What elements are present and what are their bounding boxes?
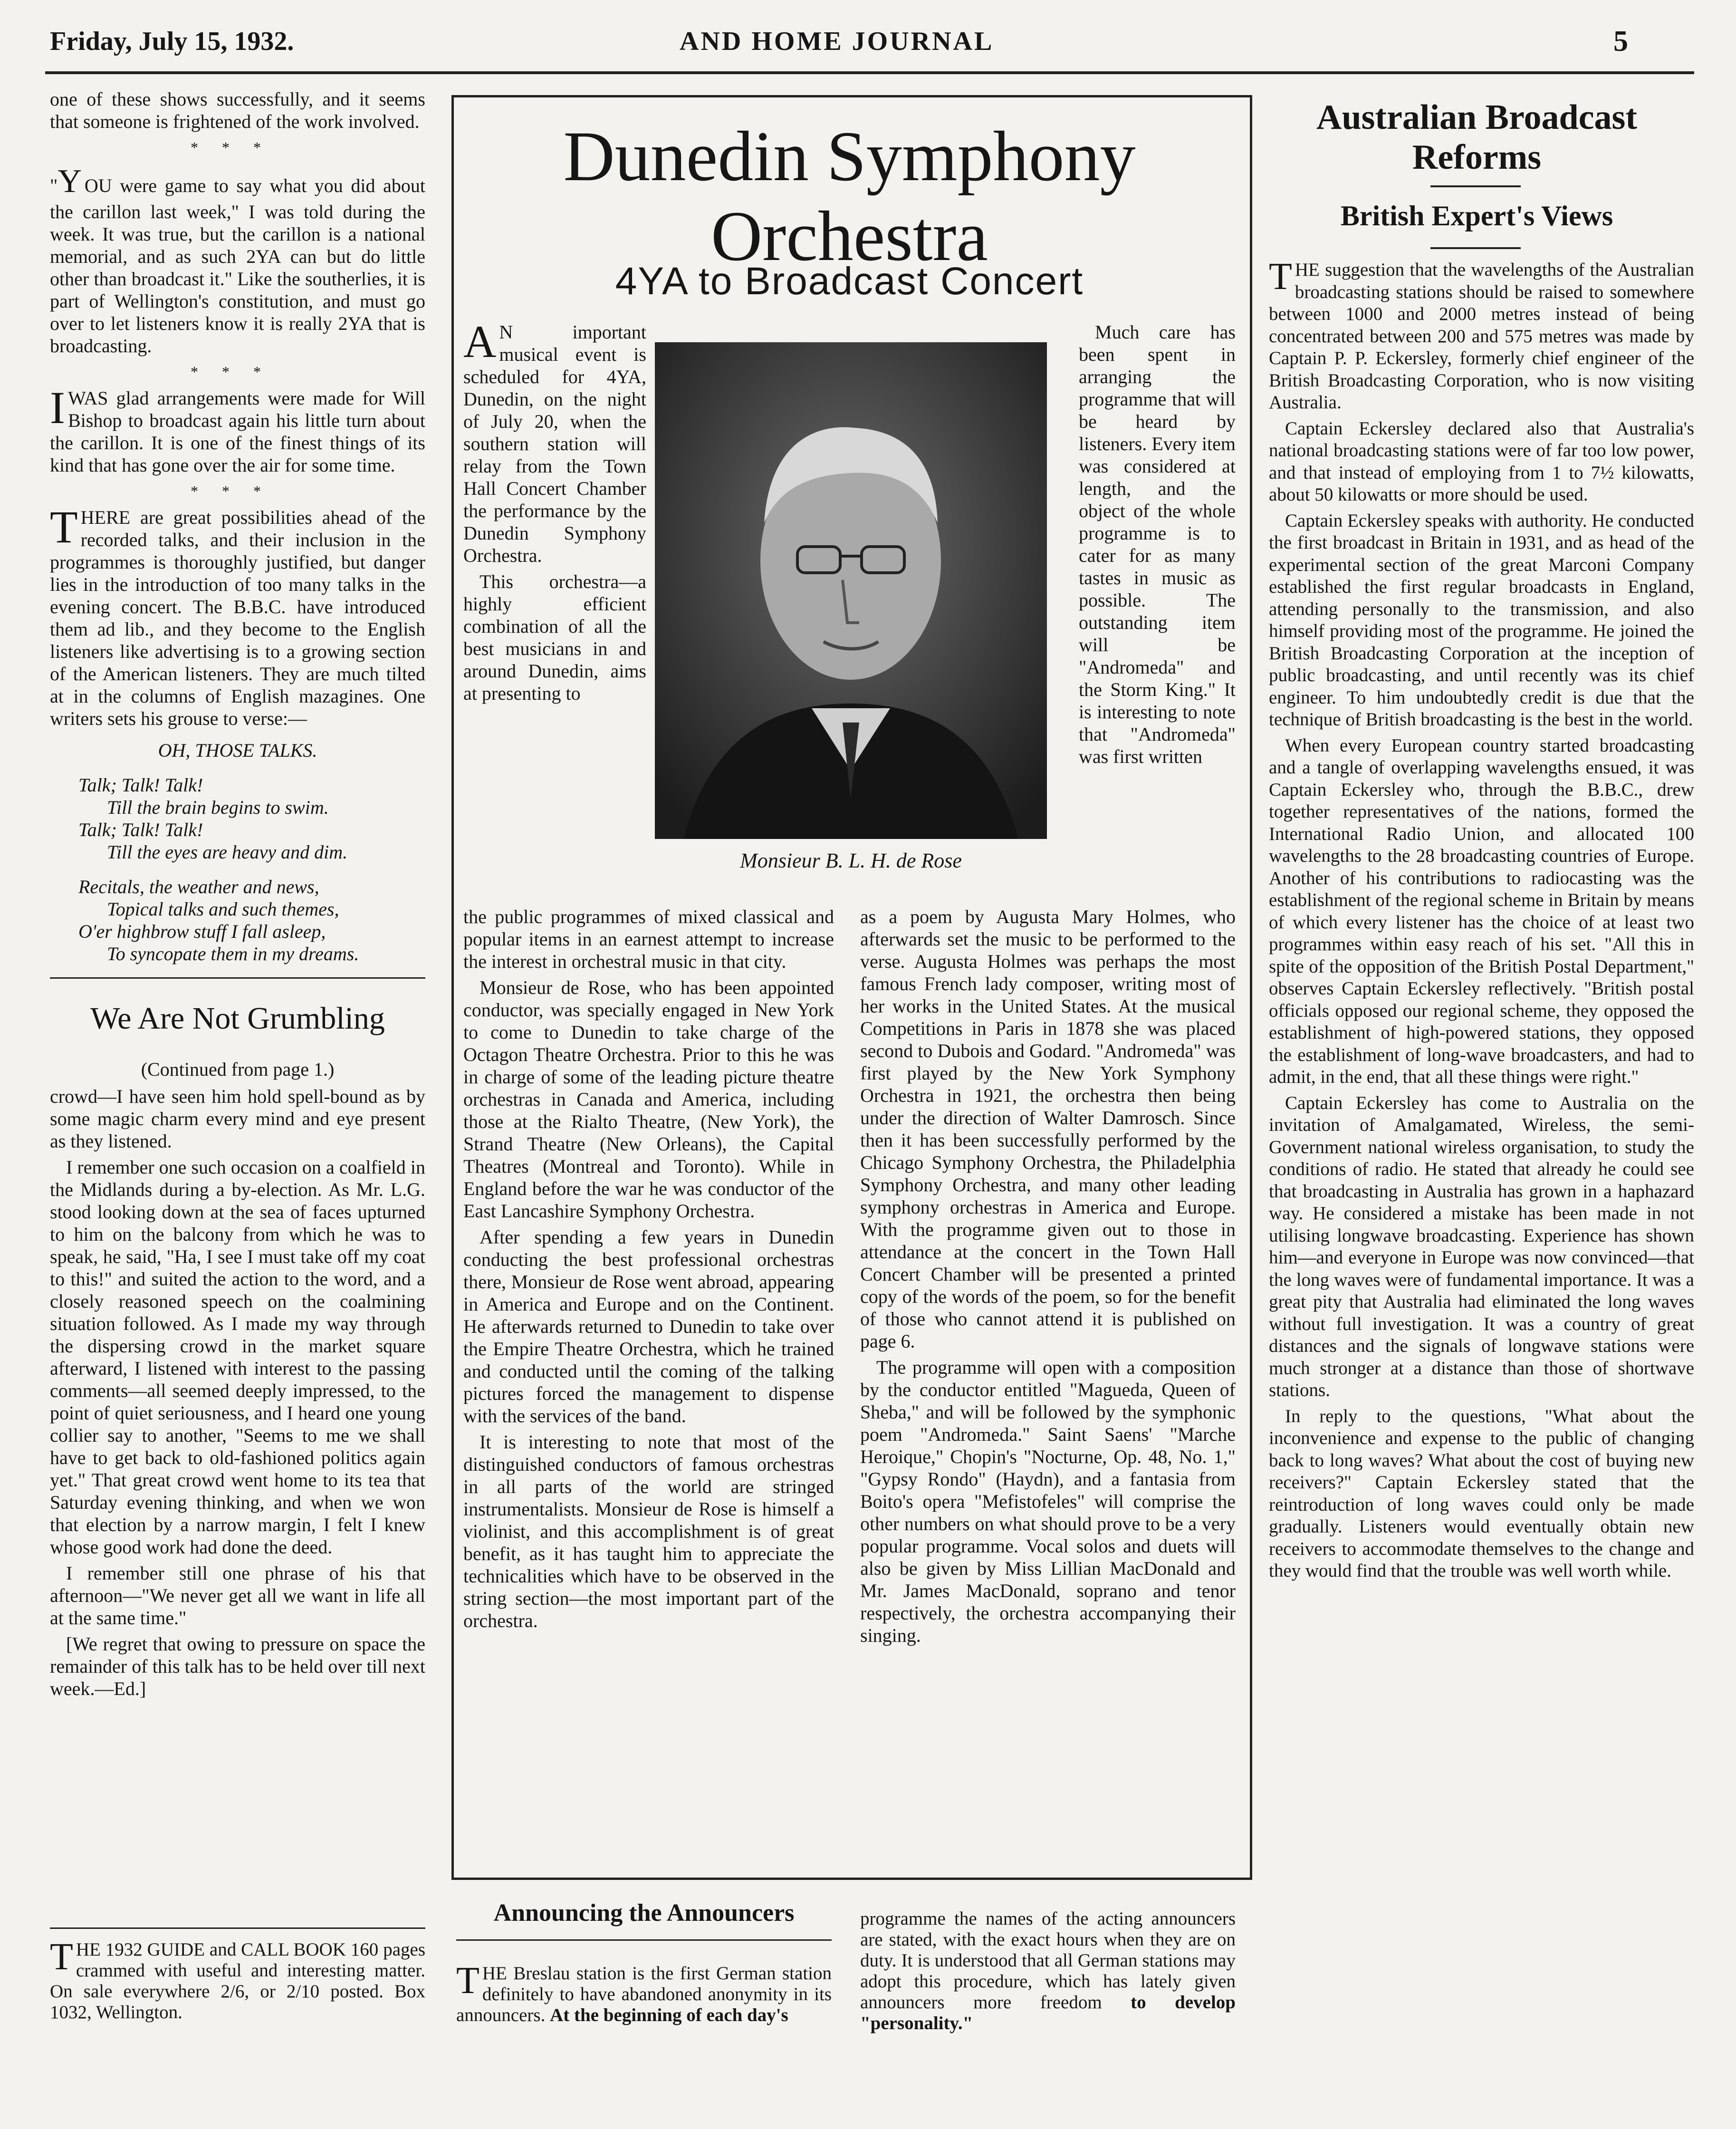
- portrait-caption: Monsieur B. L. H. de Rose: [740, 849, 962, 872]
- grumbling-para: I remember still one phrase of his that afternoon—"We never get all we want in life all at the same time.": [50, 1562, 425, 1628]
- dunedin-right-narrow: Much care has been spent in arranging the programme that will be heard by listeners. Every item was considered at length, and the object of the whole programme is to cater for as many tastes in music as possible. The outstanding item will be "Andromeda" and the Storm King." It is interesting to note that "Andromeda" was first written: [1079, 321, 1236, 767]
- grumbling-para: I remember one such occasion on a coalfield in the Midlands during a by-election. As Mr. L.G. stood looking down at the sea of faces upturned to him on the balcony from which he was to speak, he said, "Ha, I see I must take off my coat to this!" and suited the action to the word, and a closely reasoned speech on the coalmining situation followed. As I made my way through the dispersing crowd in the market square afterward, I listened with interest to the passing comments—all seemed deeply impressed, to the point of quiet seriousness, and I heard one young collier say to another, "Seems to me we shall have to get back to old-fashioned politics again yet." That great crowd went home to its tea that Saturday evening thinking, and when we won that election by a narrow margin, I felt I knew whose good work had done the deed.: [50, 1156, 425, 1558]
- section-divider: ***: [191, 363, 285, 380]
- announcers-left: THE Breslau station is the first German station definitely to have abandoned anonymity in its announcers. At the beginning of each day's: [456, 1960, 832, 2025]
- announcers-right: programme the names of the acting announcers are stated, with the exact hours when they are on duty. It is understood that all German stations may adopt this procedure, which has lately given announcers more freedom to develop "personality.": [860, 1908, 1236, 2033]
- dunedin-subheadline: 4YA to Broadcast Concert: [615, 260, 1084, 303]
- editor-note: [We regret that owing to pressure on space the remainder of this talk has to be held over till next week.—Ed.]: [50, 1633, 425, 1699]
- recorded-talks-para: THERE are great possibilities ahead of the recorded talks, and their inclusion in the programmes is thoroughly justified, but danger lies in the introduction of too many talks in the evening concert. The B.B.C. have introduced them ad lib., and they become to the English listeners like advertising is to a growing section of the American listeners. They are much tilted at in the columns of English mazagines. One writers sets his grouse to verse:—: [50, 501, 425, 729]
- dunedin-left-narrow: A N important musical event is scheduled for 4YA, Dunedin, on the night of July 20, when the southern station will relay from the Town Hall Concert Chamber the performance by the Dunedin Symphony Orchestra. This orchestra—a highly efficient combination of all the best musicians in and around Dunedin, aims at presenting to: [463, 316, 646, 704]
- guide-advert: THE 1932 GUIDE and CALL BOOK 160 pages crammed with useful and interesting matter. On sale everywhere 2/6, or 2/10 posted. Box 1032, Wellington.: [50, 1936, 425, 2023]
- australian-subheadline: British Expert's Views: [1340, 200, 1613, 231]
- section-divider: ***: [191, 482, 285, 500]
- australian-headline: Australian Broadcast Reforms: [1316, 98, 1637, 177]
- carillon-intro: one of these shows successfully, and it seems that someone is frightened of the work involved.: [50, 88, 425, 132]
- portrait-photo: [655, 342, 1047, 839]
- poem-title: OH, THOSE TALKS.: [158, 740, 317, 761]
- journal-title: AND HOME JOURNAL: [680, 27, 994, 56]
- left-column: [50, 88, 425, 1704]
- will-bishop-para: IWAS glad arrangements were made for Will Bishop to broadcast again his little turn about the carillon. It is one of the finest things of its kind that has gone over the air for some time.: [50, 382, 425, 476]
- grumbling-heading: We Are Not Grumbling: [90, 1001, 385, 1036]
- section-divider: ***: [191, 139, 285, 156]
- poem: OH, THOSE TALKS. Talk; Talk! Talk! Till the brain begins to swim. Talk; Talk! Talk! Till the eyes are heavy and dim. Recitals, the weather and news, Topical talks and such themes, O'er highbrow stuff I fall asleep, To syncopate them in my dreams.: [50, 739, 425, 965]
- continued-note: (Continued from page 1.): [141, 1059, 335, 1080]
- australian-article: THE suggestion that the wavelengths of the Australian broadcasting stations should be raised to somewhere between 1000 and 2000 metres instead of being concentrated between 200 and 575 metres was made by Captain P. P. Eckersley, formerly chief engineer of the British Broadcasting Corporation, who is now visiting Australia. Captain Eckersley declared also that Australia's national broadcasting stations were of far too low power, and that instead of employing from 1 to 7½ kilowatts, about 50 kilowatts or more should be used. Captain Eckersley speaks with authority. He conducted the first broadcast in Britain in 1931, and as head of the experimental section of the great Marconi Company established the first regular broadcasts in England, attending personally to the transmission, and also himself providing most of the programme. He joined the British Broadcasting Corporation at the inception of public broadcasting, and until recently was its chief engineer. To him undoubtedly credit is due that the technique of British broadcasting is the best in the world. When every European country started broadcasting and a tangle of overlapping wavelengths ensued, it was Captain Eckersley who, through the B.B.C., drew together representatives of the nations, formed the International Radio Union, and allocated 100 wavelengths to the 28 broadcasting countries of Europe. Another of his contributions to radiocasting was the establishment of the regional scheme in Britain by means of which every listener has the choice of at least two programmes within easy reach of his set. "All this in spite of the opposition of the British Postal Department," observes Captain Eckersley reflectively. "British postal officials opposed our regional scheme, they opposed the establishment of high-powered stations, they opposed the establishment of long-wave broadcasters, and had to admit, in the end, that all these things were right." Captain Eckersley has come to Australia on the invitation of Amalgamated, Wireless, the semi-Government national wireless organisation, to study the conditions of radio. He stated that already he could see that broadcasting in Australia has grown in a haphazard way. He considered a mistake has been made in not utilising longwave broadcasting. Experience has shown him—and everyone in Europe was now convinced—that the long waves were of fundamental importance. It was a great pity that Australia had eliminated the long waves without full investigation. It was a country of great distances and the signals of longwave stations were much stronger at a distance than those of shortwave stations. In reply to the questions, "What about the inconvenience and expense to the public of changing back to long waves? What about the cost of buying new receivers?" Captain Eckersley stated that the reintroduction of long waves could only be made gradually. Listeners would eventually obtain new receivers to accommodate themselves to the change and they would find that the trouble was well worth while.: [1269, 256, 1694, 1581]
- announcers-heading: Announcing the Announcers: [493, 1899, 795, 1927]
- carillon-para: "Y OU were game to say what you did about the carillon last week," I was told during the week. It was true, but the carillon is a national memorial, and as such 2YA can but do little other than broadcast it." Like the southerlies, it is part of Wellington's constitution, and must go over to let listeners know it is really 2YA that is broadcasting.: [50, 163, 425, 356]
- header-rule: [45, 71, 1694, 74]
- dunedin-headline: Dunedin Symphony Orchestra: [563, 117, 1136, 276]
- dunedin-left-wide: the public programmes of mixed classical and popular items in an earnest attempt to increase the interest in orchestral music in that city. Monsieur de Rose, who has been appointed conductor, was specially engaged in New York to come to Dunedin to take charge of the Octagon Theatre Orchestra. Prior to this he was in charge of some of the leading picture theatre orchestras in Canada and America, including those at the Rialto Theatre, (New York), the Strand Theatre (New Orleans), the Capital Theatres (Montreal and Toronto). While in England before the war he was conductor of the East Lancashire Symphony Orchestra. After spending a few years in Dunedin conducting the best professional orchestras there, Monsieur de Rose went abroad, appearing in America and Europe and on the Continent. He afterwards returned to Dunedin to take over the Empire Theatre Orchestra, which he trained and conducted until the coming of the talking pictures forced the management to dispense with the services of the band. It is interesting to note that most of the distinguished conductors of famous orchestras in all parts of the world are stringed instrumentalists. Monsieur de Rose is himself a violinist, and this accomplishment is of great benefit, as it has taught him to appreciate the technicalities which have to be observed in the string section—the most important part of the orchestra.: [463, 906, 834, 1631]
- grumbling-para: crowd—I have seen him hold spell-bound as by some magic charm every mind and eye present as they listened.: [50, 1086, 425, 1152]
- page-number: 5: [1613, 25, 1628, 58]
- dunedin-right-wide: as a poem by Augusta Mary Holmes, who afterwards set the music to be performed to the verse. Augusta Holmes was perhaps the most famous French lady composer, writing most of her works in the United States. At the musical Competitions in Paris in 1878 she was placed second to Dubois and Godard. "Andromeda" was first played by the New York Symphony Orchestra in 1921, the orchestra then being under the direction of Walter Damrosch. Since then it has been successfully performed by the Chicago Symphony Orchestra, the Philadelphia Symphony Orchestra, and many other leading symphony orchestras in America and Europe. With the programme given out to those in attendance at the concert in the Town Hall Concert Chamber will be presented a printed copy of the words of the poem, so for the benefit of those who cannot attend it is published on page 6. The programme will open with a composition by the conductor entitled "Magueda, Queen of Sheba," and will be followed by the symphonic poem "Andromeda." Saint Saens' "Marche Heroique," Chopin's "Nocturne, Op. 48, No. 1," "Gypsy Rondo" (Haydn), and a fantasia from Boito's opera "Mefistofeles" will comprise the other numbers on what should prove to be a very popular programme. Vocal solos and duets will also be given by Miss Lillian MacDonald and Mr. James MacDonald, soprano and tenor respectively, the orchestra accompanying their singing.: [860, 906, 1236, 1646]
- header-date: Friday, July 15, 1932.: [50, 27, 294, 56]
